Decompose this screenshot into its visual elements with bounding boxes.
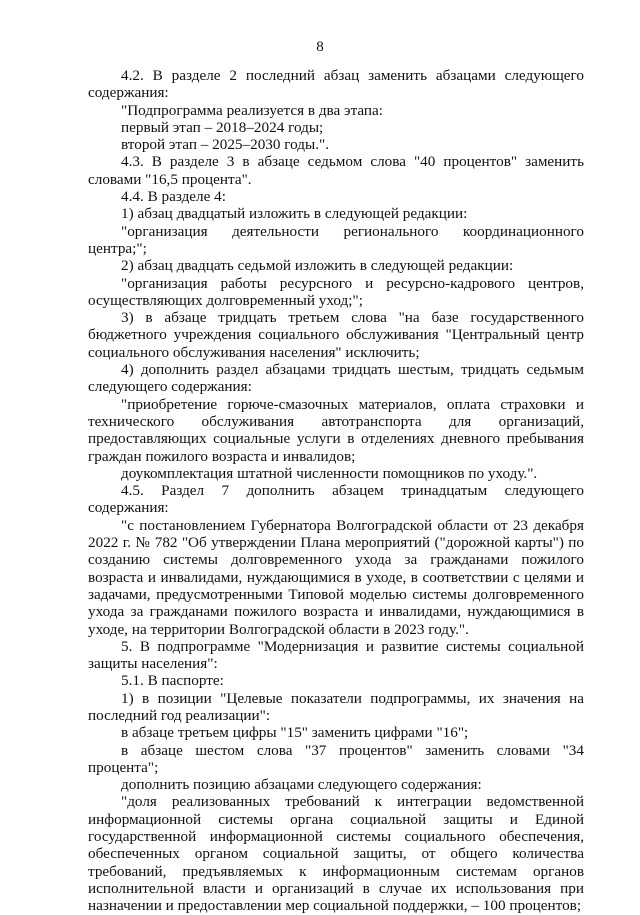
paragraph: 5.1. В паспорте:	[121, 672, 224, 690]
paragraph: 4.5. Раздел 7 дополнить абзацем тринадцатым следующего содержания:	[88, 482, 584, 517]
paragraph: "приобретение горюче-смазочных материалов, оплата страховки и технического обслуживания автотранспорта для организаций, предоставляющих социальные услуги в отделениях дневного пребывания граждан пожилого возраста и инвалидов;	[88, 395, 584, 465]
paragraph: 4) дополнить раздел абзацами тридцать шестым, тридцать седьмым следующего содержания:	[88, 361, 584, 396]
paragraph: второй этап – 2025–2030 годы.".	[121, 136, 330, 154]
paragraph: 5. В подпрограмме "Модернизация и развитие системы социальной защиты населения":	[88, 637, 584, 673]
document-body	[88, 67, 584, 915]
paragraph: дополнить позицию абзацами следующего содержания:	[121, 776, 482, 794]
paragraph: в абзаце третьем цифры "15" заменить цифрами "16";	[121, 724, 469, 742]
paragraph: доукомплектация штатной численности помощников по уходу.".	[121, 464, 538, 482]
page-number: 8	[316, 39, 324, 55]
paragraph: первый этап – 2018–2024 годы;	[121, 118, 324, 136]
paragraph: 4.4. В разделе 4:	[121, 188, 226, 206]
paragraph: 2) абзац двадцать седьмой изложить в следующей редакции:	[121, 257, 514, 275]
paragraph: "организация работы ресурсного и ресурсно-кадрового центров, осуществляющих долговременный уход;";	[88, 274, 584, 309]
paragraph: "с постановлением Губернатора Волгоградской области от 23 декабря 2022 г. № 782 "Об утверждении Плана мероприятий ("дорожной карты") по созданию системы долговременного ухода за гражданами пожилого возраста и инвалидами, нуждающимися в уходе, в соответствии с целями и задачами, предусмотренными Типовой моделью системы долговременного ухода за гражданами пожилого возраста и инвалидами, нуждающимися в уходе, на территории Волгоградской области в 2023 году.".	[88, 516, 584, 638]
paragraph: "доля реализованных требований к интеграции ведомственной информационной системы органа социальной защиты и Единой государственной информационной системы социального обеспечения, обеспеченных органом социальной защиты, от общего количества требований, предъявляемых к информационным системам органов исполнительной власти и организаций в случае их использования при назначении и предоставлении мер социальной поддержки, – 100 процентов;	[88, 793, 584, 915]
paragraph: 4.3. В разделе 3 в абзаце седьмом слова "40 процентов" заменить словами "16,5 процента".	[88, 153, 584, 188]
paragraph: "организация деятельности регионального координационного центра;";	[88, 222, 584, 257]
paragraph: в абзаце шестом слова "37 процентов" заменить словами "34 процента";	[88, 741, 584, 776]
paragraph: 1) абзац двадцатый изложить в следующей редакции:	[121, 205, 468, 223]
paragraph: "Подпрограмма реализуется в два этапа:	[121, 101, 384, 119]
paragraph: 1) в позиции "Целевые показатели подпрограммы, их значения на последний год реализации":	[88, 689, 584, 724]
paragraph: 4.2. В разделе 2 последний абзац заменить абзацами следующего содержания:	[88, 67, 584, 102]
paragraph: 3) в абзаце тридцать третьем слова "на базе государственного бюджетного учреждения социального обслуживания "Центральный центр социального обслуживания населения" исключить;	[88, 309, 584, 361]
